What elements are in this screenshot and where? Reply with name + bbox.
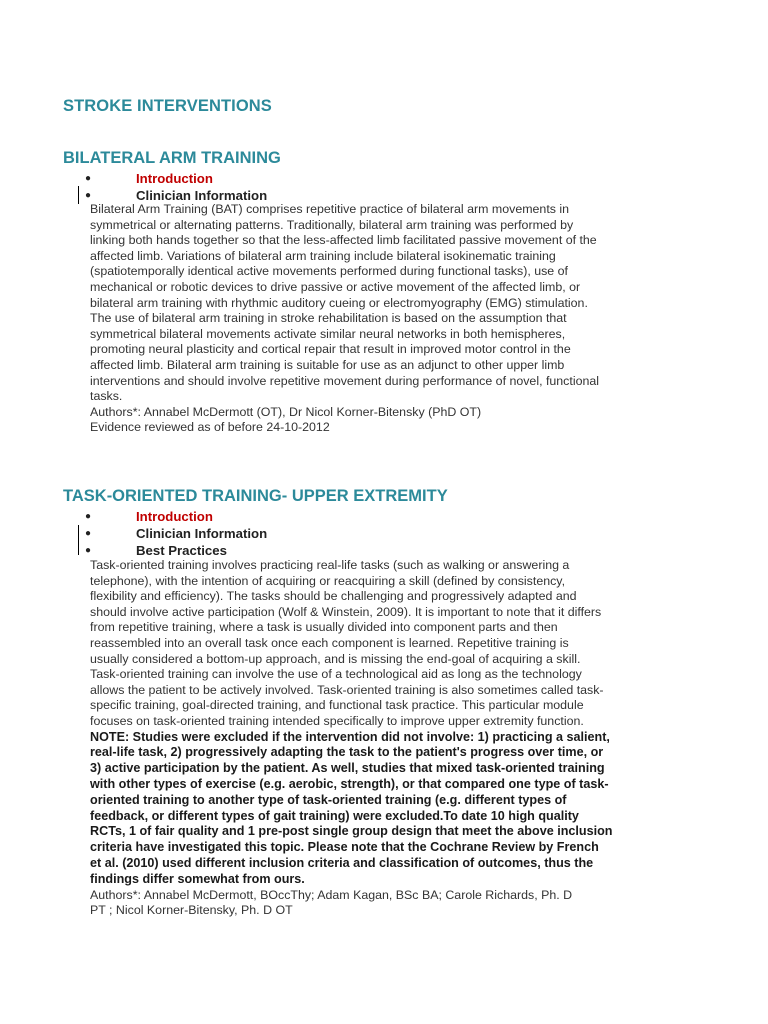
authors-line: Authors*: Annabel McDermott, BOccThy; Adam Kagan, BSc BA; Carole Richards, Ph. D bbox=[90, 887, 573, 902]
note-line: NOTE: Studies were excluded if the intervention did not involve: 1) practicing a salient, bbox=[90, 729, 610, 744]
body-line: usually considered a bottom-up approach, and is missing the end-goal of acquiring a skill. bbox=[90, 651, 581, 666]
note-line: 3) active participation by the patient. As well, studies that mixed task-oriented training bbox=[90, 761, 605, 776]
body-line: reassembled into an overall task once each component is learned. Repetitive training is bbox=[90, 635, 569, 650]
bullet-icon: ● bbox=[85, 528, 92, 539]
note-line: et al. (2010) used different inclusion criteria and classification of outcomes, thus the bbox=[90, 855, 594, 870]
section-body-task-oriented bbox=[90, 558, 650, 919]
section-heading-bilateral-arm-training: BILATERAL ARM TRAINING bbox=[63, 149, 281, 167]
body-line: focuses on task-oriented training intended specifically to improve upper extremity function. bbox=[90, 713, 584, 728]
body-line: Task-oriented training can involve the use of a technological aid as long as the technology bbox=[90, 667, 582, 682]
body-line: mechanical or robotic devices to drive passive or active movement of the affected limb, or bbox=[90, 279, 581, 294]
section-heading-task-oriented-training: TASK-ORIENTED TRAINING- UPPER EXTREMITY bbox=[63, 487, 448, 505]
bullet-icon: ● bbox=[85, 190, 92, 201]
nav-link-clinician-information[interactable]: Clinician Information bbox=[136, 526, 268, 541]
note-line: oriented training to another type of task-oriented training (e.g. different types of bbox=[90, 792, 567, 807]
body-line: symmetrical or alternating patterns. Traditionally, bilateral arm training was performed by bbox=[90, 217, 574, 232]
body-line: tasks. bbox=[90, 389, 123, 404]
body-line: promoting neural plasticity and cortical repair that result in improved motor control in the bbox=[90, 342, 571, 357]
nav-link-best-practices[interactable]: Best Practices bbox=[136, 543, 227, 558]
bullet-icon: ● bbox=[85, 545, 92, 556]
nav-link-clinician-information[interactable]: Clinician Information bbox=[136, 188, 268, 203]
body-line: Bilateral Arm Training (BAT) comprises repetitive practice of bilateral arm movements in bbox=[90, 202, 570, 216]
note-line: criteria have investigated this topic. Please note that the Cochrane Review by French bbox=[90, 840, 599, 855]
body-line: affected limb. Bilateral arm training is suitable for use as an adjunct to other upper limb bbox=[90, 357, 565, 372]
body-line: bilateral arm training with rhythmic auditory cueing or electromyography (EMG) stimulation. bbox=[90, 295, 588, 310]
exclusion-note bbox=[90, 730, 650, 888]
authors-line: PT ; Nicol Korner-Bitensky, Ph. D OT bbox=[90, 903, 293, 918]
section-body-bilateral bbox=[90, 202, 650, 436]
nav-link-introduction[interactable]: Introduction bbox=[136, 509, 213, 524]
body-line: from repetitive training, where a task is usually divided into component parts and then bbox=[90, 620, 558, 635]
note-line: findings differ somewhat from ours. bbox=[90, 871, 305, 886]
bullet-icon: ● bbox=[85, 511, 92, 522]
body-line: allows the patient to be actively involved. Task-oriented training is also sometimes called task- bbox=[90, 682, 604, 697]
text-cursor bbox=[78, 186, 79, 204]
body-line: symmetrical bilateral movements activate similar neural networks in both hemispheres, bbox=[90, 326, 566, 341]
body-line: telephone), with the intention of acquiring or reacquiring a skill (defined by consistency, bbox=[90, 573, 566, 588]
body-line: should involve active participation (Wolf & Winstein, 2009). It is important to note that it differs bbox=[90, 604, 602, 619]
body-line: The use of bilateral arm training in stroke rehabilitation is based on the assumption that bbox=[90, 311, 567, 326]
note-line: RCTs, 1 of fair quality and 1 pre-post single group design that meet the above inclusion bbox=[90, 824, 613, 839]
text-cursor bbox=[78, 525, 79, 555]
body-line: specific training, goal-directed training, and functional task practice. This particular module bbox=[90, 698, 584, 713]
note-line: real-life task, 2) progressively adapting the task to the patient's progress over time, or bbox=[90, 745, 604, 760]
body-line: linking both hands together so that the less-affected limb facilitated passive movement of the bbox=[90, 233, 597, 248]
body-line: affected limb. Variations of bilateral arm training include bilateral isokinematic training bbox=[90, 248, 556, 263]
reviewed-date: Evidence reviewed as of before 24-10-2012 bbox=[90, 420, 330, 435]
note-line: feedback, or different types of gait training) were excluded.To date 10 high quality bbox=[90, 808, 579, 823]
body-line: flexibility and efficiency). The tasks should be challenging and progressively adapted and bbox=[90, 589, 577, 604]
body-line: interventions and should involve repetitive movement during performance of novel, functional bbox=[90, 373, 599, 388]
nav-link-introduction[interactable]: Introduction bbox=[136, 171, 213, 186]
bullet-icon: ● bbox=[85, 173, 92, 184]
body-line: Task-oriented training involves practicing real-life tasks (such as walking or answering a bbox=[90, 558, 570, 572]
body-line: (spatiotemporally identical active movements performed during functional tasks), use of bbox=[90, 264, 568, 279]
note-line: with other types of exercise (e.g. aerobic, strength), or that compared one type of task- bbox=[90, 776, 609, 791]
authors-line: Authors*: Annabel McDermott (OT), Dr Nicol Korner-Bitensky (PhD OT) bbox=[90, 404, 482, 419]
page-title: STROKE INTERVENTIONS bbox=[63, 97, 272, 115]
